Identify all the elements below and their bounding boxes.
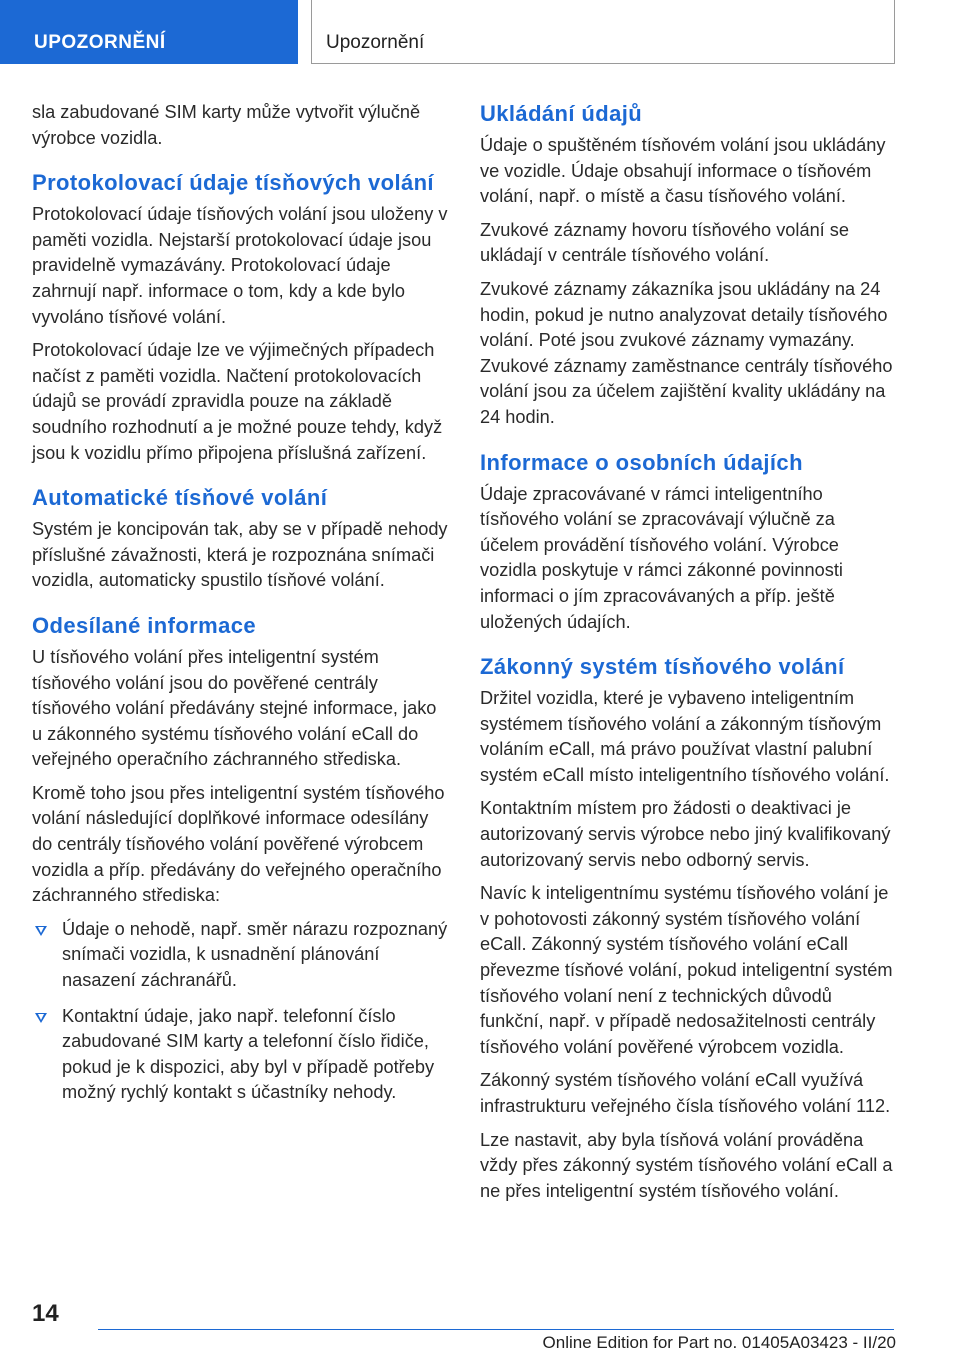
log-data-heading: Protokolovací údaje tísňových volání: [32, 170, 434, 196]
legal-system-paragraph-4: Zákonný systém tísňového volání eCall využívá infrastrukturu veřejného čísla tísňového volání 112.: [480, 1070, 891, 1116]
data-storage-paragraph-3: Zvukové záznamy zákazníka jsou ukládány na 24 hodin, pokud je nutno analyzovat detaily tísňového volání. Poté jsou zvukové záznamy vymazány. Zvukové záznamy zaměstnance centrály tísňového volání jsou za účelem zajištění kvality ukládány na 24 hodin.: [480, 278, 893, 427]
bullet-list: [32, 917, 448, 1106]
list-item-text: Kontaktní údaje, jako např. telefonní číslo zabudované SIM karty a telefonní číslo řidiče, pokud je k dispozici, aby byl v případě potřeby možný rychlý kontakt s účastníky nehody.: [62, 1005, 435, 1103]
personal-data-heading: Informace o osobních údajích: [480, 449, 803, 475]
intro-paragraph: sla zabudované SIM karty může vytvořit výlučně výrobce vozidla.: [32, 102, 421, 148]
sent-info-paragraph-2: Kromě toho jsou přes inteligentní systém tísňového volání následující doplňkové informace odesílány do centrály tísňového volání pověřené výrobcem vozidla a příp. předávány do veřejného operačního záchranného střediska:: [32, 782, 445, 906]
edition-footer: Online Edition for Part no. 01405A03423 - II/20: [542, 1333, 896, 1352]
legal-system-paragraph-3: Navíc k inteligentnímu systému tísňového volání je v pohotovosti zákonný systém tísňového volání eCall. Zákonný systém tísňového volání eCall převezme tísňové volání, pokud inteligentní systém tísňového volaní není z technických důvodů funkční, např. v případě nedosažitelnosti centrály tísňového volání pověřené výrobcem vozidla.: [480, 883, 893, 1057]
log-data-paragraph-2: Protokolovací údaje lze ve výjimečných případech načíst z paměti vozidla. Načtení protokolovacích údajů se provádí zpravidla pouze na základě soudního rozhodnutí a je možné pouze tehdy, když jsou k vozidlu přímo připojena příslušná zařízení.: [32, 340, 443, 463]
legal-system-paragraph-2: Kontaktním místem pro žádosti o deaktivaci je autorizovaný servis výrobce nebo jiný kvalifikovaný autorizovaný servis nebo odborný servis.: [480, 798, 891, 870]
auto-call-paragraph: Systém je koncipován tak, aby se v případě nehody příslušné závažnosti, která je rozpoznána snímači vozidla, automaticky spustilo tísňové volání.: [32, 519, 448, 591]
legal-system-heading: Zákonný systém tísňového volání: [480, 654, 845, 680]
page-number: 14: [32, 1300, 59, 1327]
legal-system-paragraph-5: Lze nastavit, aby byla tísňová volání prováděna vždy přes zákonný systém tísňového volání eCall a ne přes inteligentní systém tísňového volání.: [480, 1129, 893, 1201]
right-column: [480, 100, 896, 1212]
log-data-paragraph-1: Protokolovací údaje tísňových volání jsou uloženy v paměti vozidla. Nejstarší protokolovací údaje jsou pravidelně vymazávány. Protokolovací údaje zahrnují např. informace o tom, kdy a kde bylo vyvoláno tísňové volání.: [32, 204, 448, 327]
footer-divider: [98, 1329, 894, 1330]
list-item-text: Údaje o nehodě, např. směr nárazu rozpoznaný snímači vozidla, k usnadnění plánování nasazení záchranářů.: [62, 918, 448, 991]
data-storage-paragraph-1: Údaje o spuštěném tísňovém volání jsou ukládány ve vozidle. Údaje obsahují informace o tísňovém volání, např. o místě a času tísňového volání.: [480, 135, 886, 207]
left-column: [32, 100, 448, 1116]
personal-data-paragraph: Údaje zpracovávané v rámci inteligentního tísňového volání se zpracovávají výlučně za účelem provádění tísňového volání. Výrobce vozidla poskytuje v rámci zákonné povinnosti informaci o jím zpracovávaných a příp. ještě uložených údajích.: [480, 483, 843, 632]
data-storage-heading: Ukládání údajů: [480, 101, 643, 126]
sent-info-heading: Odesílané informace: [32, 612, 257, 638]
list-item: [32, 917, 448, 994]
auto-call-heading: Automatické tísňové volání: [32, 485, 328, 511]
triangle-bullet-icon: [35, 926, 47, 936]
chapter-tab: UPOZORNĚNÍ: [0, 0, 298, 64]
triangle-bullet-icon: [35, 1013, 47, 1023]
sent-info-paragraph-1: U tísňového volání přes inteligentní systém tísňového volání jsou do pověřené centrály tísňového volání předávány stejné informace, jako u zákonného systému tísňového volání eCall do veřejného operačního záchranného střediska.: [32, 646, 437, 770]
legal-system-paragraph-1: Držitel vozidla, které je vybaveno inteligentním systémem tísňového volání a zákonným tísňovým voláním eCall, má právo používat vlastní palubní systém eCall místo inteligentního tísňového volání.: [480, 688, 890, 785]
list-item: [32, 1004, 448, 1106]
data-storage-paragraph-2: Zvukové záznamy hovoru tísňového volání se ukládají v centrále tísňového volání.: [480, 219, 849, 266]
section-title: Upozornění: [311, 0, 895, 64]
